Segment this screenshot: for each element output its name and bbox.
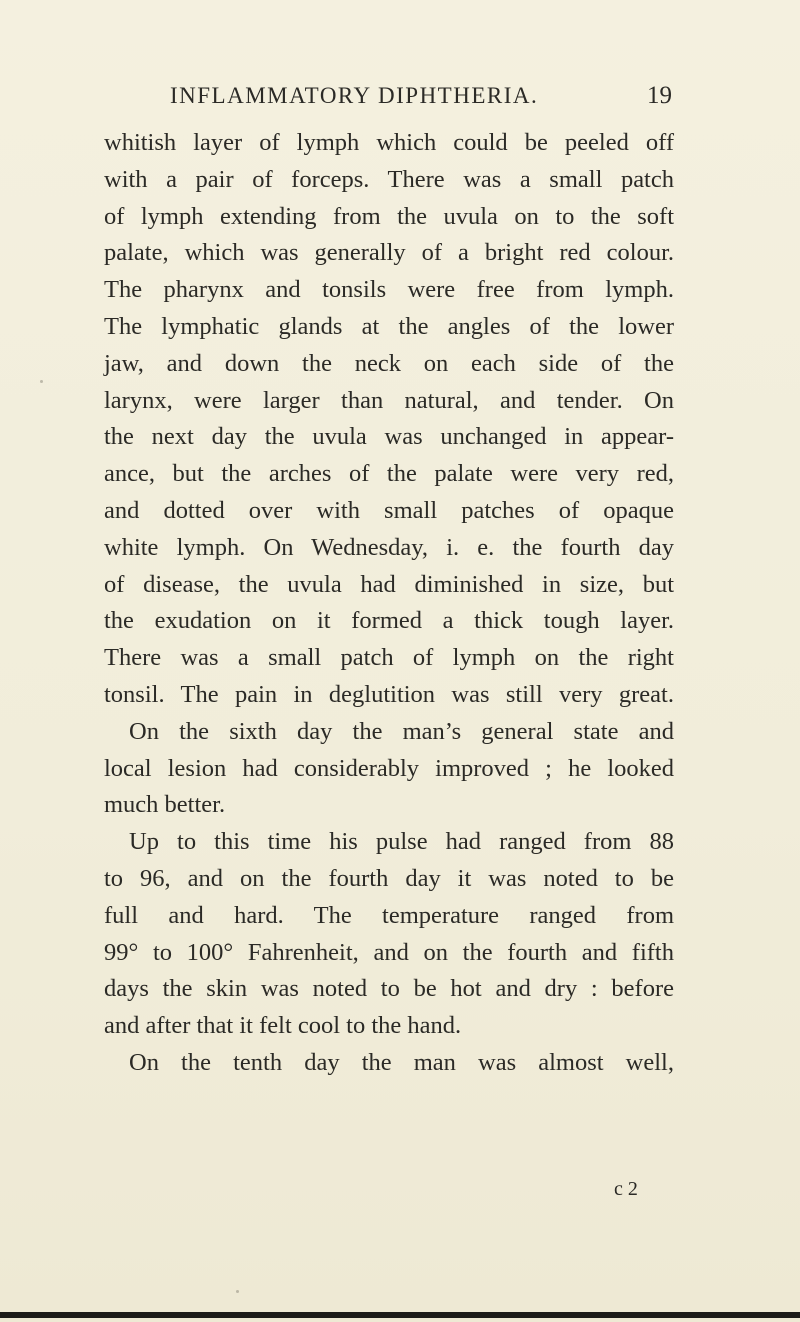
text-line: of disease, the uvula had diminished in size, but bbox=[104, 570, 674, 598]
text-line: of lymph extending from the uvula on to the soft bbox=[104, 202, 674, 230]
text-line: jaw, and down the neck on each side of the bbox=[104, 349, 674, 377]
signature-mark: c 2 bbox=[614, 1178, 638, 1200]
text-line: There was a small patch of lymph on the right bbox=[104, 644, 674, 672]
text-line: The pharynx and tonsils were free from lymph. bbox=[104, 276, 674, 304]
text-line: Up to this time his pulse had ranged from 88 bbox=[129, 828, 674, 856]
paper-speck bbox=[236, 1290, 239, 1293]
text-line: whitish layer of lymph which could be peeled off bbox=[104, 129, 674, 156]
text-line: tonsil. The pain in deglutition was still very great. bbox=[104, 680, 674, 708]
running-title: INFLAMMATORY DIPHTHERIA. bbox=[170, 83, 539, 108]
body-text bbox=[104, 125, 674, 1082]
text-line: and dotted over with small patches of opaque bbox=[104, 496, 674, 524]
text-line: with a pair of forceps. There was a small patch bbox=[104, 165, 674, 193]
text-line: 99° to 100° Fahrenheit, and on the fourth and fifth bbox=[104, 938, 674, 966]
text-line: larynx, were larger than natural, and tender. On bbox=[104, 386, 674, 414]
text-line: much better. bbox=[104, 791, 226, 819]
text-line: the exudation on it formed a thick tough layer. bbox=[104, 607, 674, 635]
paper-speck bbox=[40, 380, 43, 383]
text-line: On the sixth day the man’s general state and bbox=[129, 717, 674, 745]
text-line: On the tenth day the man was almost well, bbox=[129, 1048, 674, 1076]
text-line: palate, which was generally of a bright red colour. bbox=[104, 239, 674, 267]
text-line: full and hard. The temperature ranged from bbox=[104, 901, 674, 929]
text-line: the next day the uvula was unchanged in appear- bbox=[104, 423, 674, 451]
text-line: and after that it felt cool to the hand. bbox=[104, 1012, 462, 1040]
page-bottom-edge bbox=[0, 1312, 800, 1318]
text-line: days the skin was noted to be hot and dry : before bbox=[104, 975, 674, 1003]
text-line: ance, but the arches of the palate were very red, bbox=[104, 460, 674, 488]
page-number: 19 bbox=[647, 82, 672, 109]
text-line: The lymphatic glands at the angles of the lower bbox=[104, 312, 674, 340]
text-line: white lymph. On Wednesday, i. e. the fourth day bbox=[104, 533, 674, 561]
text-line: local lesion had considerably improved ; he looked bbox=[104, 754, 674, 782]
running-head bbox=[170, 79, 672, 113]
text-line: to 96, and on the fourth day it was noted to be bbox=[104, 864, 674, 892]
